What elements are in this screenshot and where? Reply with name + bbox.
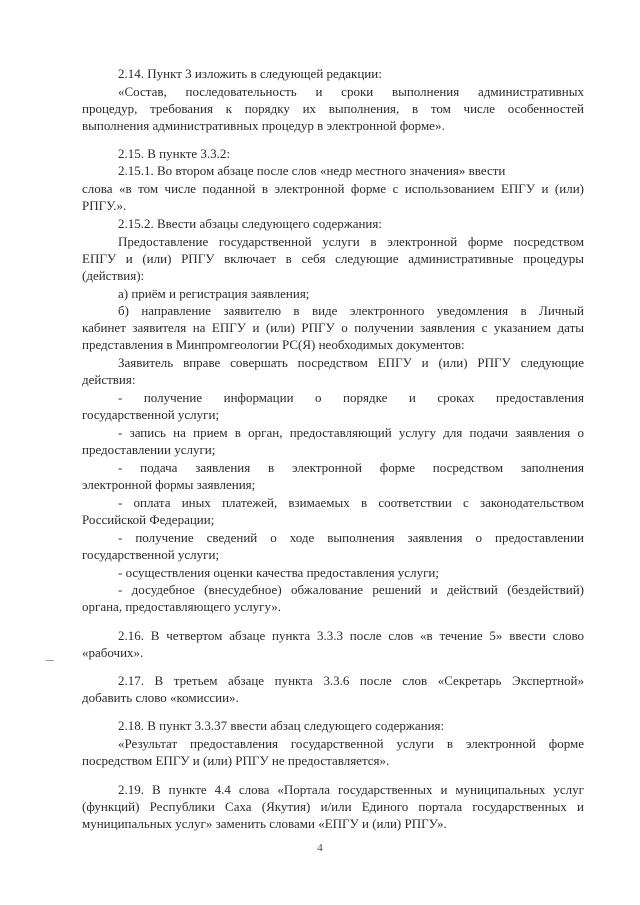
para-2-16-line: 2.16. В четвертом абзаце пункта 3.3.3 после слов «в течение 5» ввести слово bbox=[118, 628, 584, 643]
list-item-dash: государственной услуги; bbox=[82, 407, 220, 422]
page-number: 4 bbox=[317, 842, 323, 854]
list-item-dash: - подача заявления в электронной форме посредством заполнения bbox=[118, 460, 584, 475]
para-2-14-heading: 2.14. Пункт 3 изложить в следующей редакции: bbox=[118, 66, 382, 81]
para-2-16-line: «рабочих». bbox=[82, 645, 144, 660]
margin-mark bbox=[46, 660, 54, 661]
para-2-15-2-line: (действия): bbox=[82, 268, 145, 283]
list-item-dash: предоставлении услуги; bbox=[82, 442, 216, 457]
list-item-b: кабинет заявителя на ЕПГУ и (или) РПГУ о получении заявления с указанием даты bbox=[82, 320, 584, 335]
applicant-rights-intro: действия: bbox=[82, 372, 136, 387]
para-2-14-line: «Состав, последовательность и сроки выполнения административных bbox=[118, 84, 584, 99]
para-2-15-2-heading: 2.15.2. Ввести абзацы следующего содержания: bbox=[118, 216, 382, 231]
para-2-15-1-line: слова «в том числе поданной в электронной форме с использованием ЕПГУ и (или) bbox=[82, 181, 584, 196]
para-2-15-1-line: 2.15.1. Во втором абзаце после слов «недр местного значения» ввести bbox=[118, 163, 506, 178]
para-2-18-line: «Результат предоставления государственной услуги в электронной форме bbox=[118, 736, 584, 751]
para-2-17-line: 2.17. В третьем абзаце пункта 3.3.6 после слов «Секретарь Экспертной» bbox=[118, 673, 584, 688]
list-item-a: а) приём и регистрация заявления; bbox=[118, 286, 310, 301]
para-2-19-line: (функций) Республики Саха (Якутия) и/или Единого портала государственных и bbox=[82, 799, 584, 814]
list-item-dash: Российской Федерации; bbox=[82, 512, 215, 527]
para-2-19-line: 2.19. В пункте 4.4 слова «Портала государственных и муниципальных услуг bbox=[118, 782, 584, 797]
list-item-dash: - досудебное (внесудебное) обжалование решений и действий (бездействий) bbox=[118, 582, 584, 597]
para-2-14-line: выполнения административных процедур в электронной форме». bbox=[82, 118, 445, 133]
para-2-17-line: добавить слово «комиссии». bbox=[82, 690, 239, 705]
list-item-dash: - запись на прием в орган, предоставляющий услугу для подачи заявления о bbox=[118, 425, 584, 440]
para-2-15-2-line: ЕПГУ и (или) РПГУ включает в себя следующие административные процедуры bbox=[82, 251, 584, 266]
list-item-b: представления в Минпромгеологии РС(Я) необходимых документов: bbox=[82, 337, 465, 352]
para-2-18-line: посредством ЕПГУ и (или) РПГУ не предоставляется». bbox=[82, 753, 390, 768]
list-item-dash: органа, предоставляющего услугу». bbox=[82, 599, 282, 614]
para-2-15-heading: 2.15. В пункте 3.3.2: bbox=[118, 146, 231, 161]
para-2-14-line: процедур, требования к порядку их выполнения, в том числе особенностей bbox=[82, 101, 584, 116]
para-2-15-2-line: Предоставление государственной услуги в электронной форме посредством bbox=[118, 234, 584, 249]
list-item-dash: - получение информации о порядке и сроках предоставления bbox=[118, 390, 584, 405]
para-2-15-1-line: РПГУ.». bbox=[82, 198, 127, 213]
applicant-rights-intro: Заявитель вправе совершать посредством ЕПГУ и (или) РПГУ следующие bbox=[118, 355, 584, 370]
list-item-dash: - получение сведений о ходе выполнения заявления о предоставлении bbox=[118, 530, 584, 545]
para-2-18-heading: 2.18. В пункт 3.3.37 ввести абзац следующего содержания: bbox=[118, 718, 445, 733]
list-item-dash: - оплата иных платежей, взимаемых в соответствии с законодательством bbox=[118, 495, 584, 510]
list-item-dash: электронной формы заявления; bbox=[82, 477, 256, 492]
para-2-19-line: муниципальных услуг» заменить словами «ЕПГУ и (или) РПГУ». bbox=[82, 816, 447, 831]
list-item-dash: государственной услуги; bbox=[82, 547, 220, 562]
list-item-b: б) направление заявителю в виде электронного уведомления в Личный bbox=[118, 303, 584, 318]
list-item-dash: - осуществления оценки качества предоставления услуги; bbox=[118, 565, 439, 580]
